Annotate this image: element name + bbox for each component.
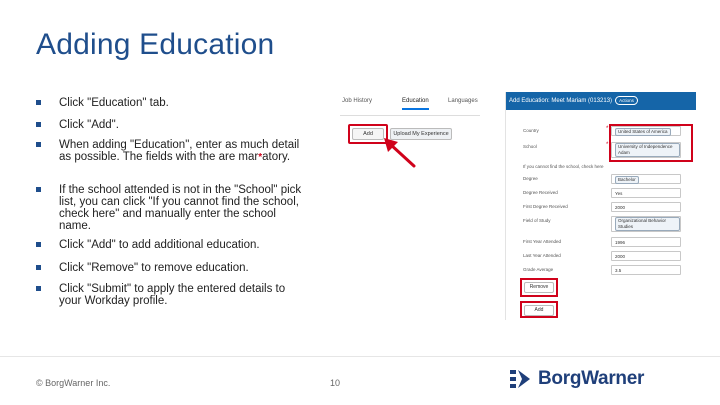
degree-received-field[interactable]: Yes [611, 188, 681, 198]
first-year-field[interactable]: 1996 [611, 237, 681, 247]
field-value: Organizational Behavior Studies [615, 217, 680, 231]
field-value: Bachelor [615, 176, 639, 184]
slide-title: Adding Education [36, 28, 275, 61]
field-value: University of Independence Adam [615, 143, 680, 157]
form-row-degree-received [523, 188, 698, 200]
bullet-text: Click "Remove" to remove education. [59, 262, 249, 274]
form-row-grade-average [523, 265, 698, 277]
list-item [36, 139, 306, 164]
pointer-arrow-icon [380, 136, 420, 170]
upload-experience-button[interactable]: Upload My Experience [390, 128, 452, 140]
bullet-text: Click "Education" tab. [59, 97, 169, 109]
actions-badge[interactable]: Actions [615, 96, 638, 105]
field-label: School [523, 144, 537, 149]
form-header [506, 92, 696, 110]
bullet-marker [36, 100, 41, 105]
copyright-text: © BorgWarner Inc. [36, 378, 111, 388]
form-row-school-checkbox [523, 162, 698, 174]
bullet-text: Click "Add" to add additional education. [59, 239, 260, 251]
logo-text: BorgWarner [538, 368, 645, 389]
list-item [36, 262, 306, 274]
bullet-text: Click "Submit" to apply the entered details to your Workday profile. [59, 283, 286, 307]
form-row-first-year [523, 237, 698, 249]
tab-languages[interactable]: Languages [448, 98, 478, 104]
form-row-degree [523, 174, 698, 186]
field-label: Country [523, 128, 539, 133]
highlight-box [520, 278, 558, 297]
form-title: Add Education: Meet Mariam (013213) [509, 98, 613, 104]
first-degree-field[interactable]: 2000 [611, 202, 681, 212]
list-item [36, 119, 306, 131]
field-label: First Degree Received [523, 204, 568, 209]
list-item [36, 283, 306, 307]
field-label: Grade Average [523, 267, 554, 272]
add-education-form-screenshot [505, 92, 695, 320]
tab-job-history[interactable]: Job History [342, 98, 373, 104]
bullet-marker [36, 187, 41, 192]
required-star-icon: * [258, 152, 263, 163]
grade-average-field[interactable]: 3.5 [611, 265, 681, 275]
field-label: Field of Study [523, 218, 551, 223]
form-row-last-year [523, 251, 698, 263]
bullet-text: Click "Add". [59, 119, 119, 131]
field-label: First Year Attended [523, 239, 562, 244]
bullet-marker [36, 286, 41, 291]
add-button[interactable]: Add [352, 128, 384, 140]
add-another-button[interactable]: Add [524, 305, 554, 316]
field-value: United States of America [615, 128, 671, 136]
bullet-marker [36, 265, 41, 270]
footer-divider [0, 356, 720, 357]
required-star-icon: * [606, 126, 609, 132]
borgwarner-logo-icon [510, 368, 534, 390]
field-label: Degree [523, 176, 538, 181]
bullet-text: When adding "Education", enter as much detail as possible. The fields with the [59, 139, 300, 163]
borgwarner-logo [510, 368, 645, 390]
bullet-marker [36, 242, 41, 247]
tab-bar [340, 92, 480, 116]
field-of-study-field[interactable] [611, 216, 681, 232]
remove-button[interactable]: Remove [524, 282, 554, 293]
bullet-text: If the school attended is not in the "School" pick list, you can click "If you cannot find the school, check here" and manually enter the school name. [59, 184, 302, 232]
highlight-box [609, 124, 693, 162]
bullet-marker [36, 122, 41, 127]
highlight-box [520, 301, 558, 318]
degree-field[interactable] [611, 174, 681, 184]
field-label: Last Year Attended [523, 253, 561, 258]
field-label: If you cannot find the school, check here [523, 164, 604, 169]
last-year-field[interactable]: 2000 [611, 251, 681, 261]
bullet-text: atory. [262, 151, 291, 163]
list-item [36, 239, 306, 251]
form-row-first-degree [523, 202, 698, 214]
tab-education[interactable]: Education [402, 98, 429, 110]
bullet-text: are mar [218, 151, 259, 163]
list-item [36, 184, 306, 232]
bullet-marker [36, 142, 41, 147]
required-star-icon: * [606, 142, 609, 148]
form-row-field-of-study [523, 216, 698, 228]
education-tabs-screenshot [340, 92, 480, 172]
field-label: Degree Received [523, 190, 558, 195]
list-item [36, 97, 306, 109]
page-number: 10 [330, 378, 341, 388]
